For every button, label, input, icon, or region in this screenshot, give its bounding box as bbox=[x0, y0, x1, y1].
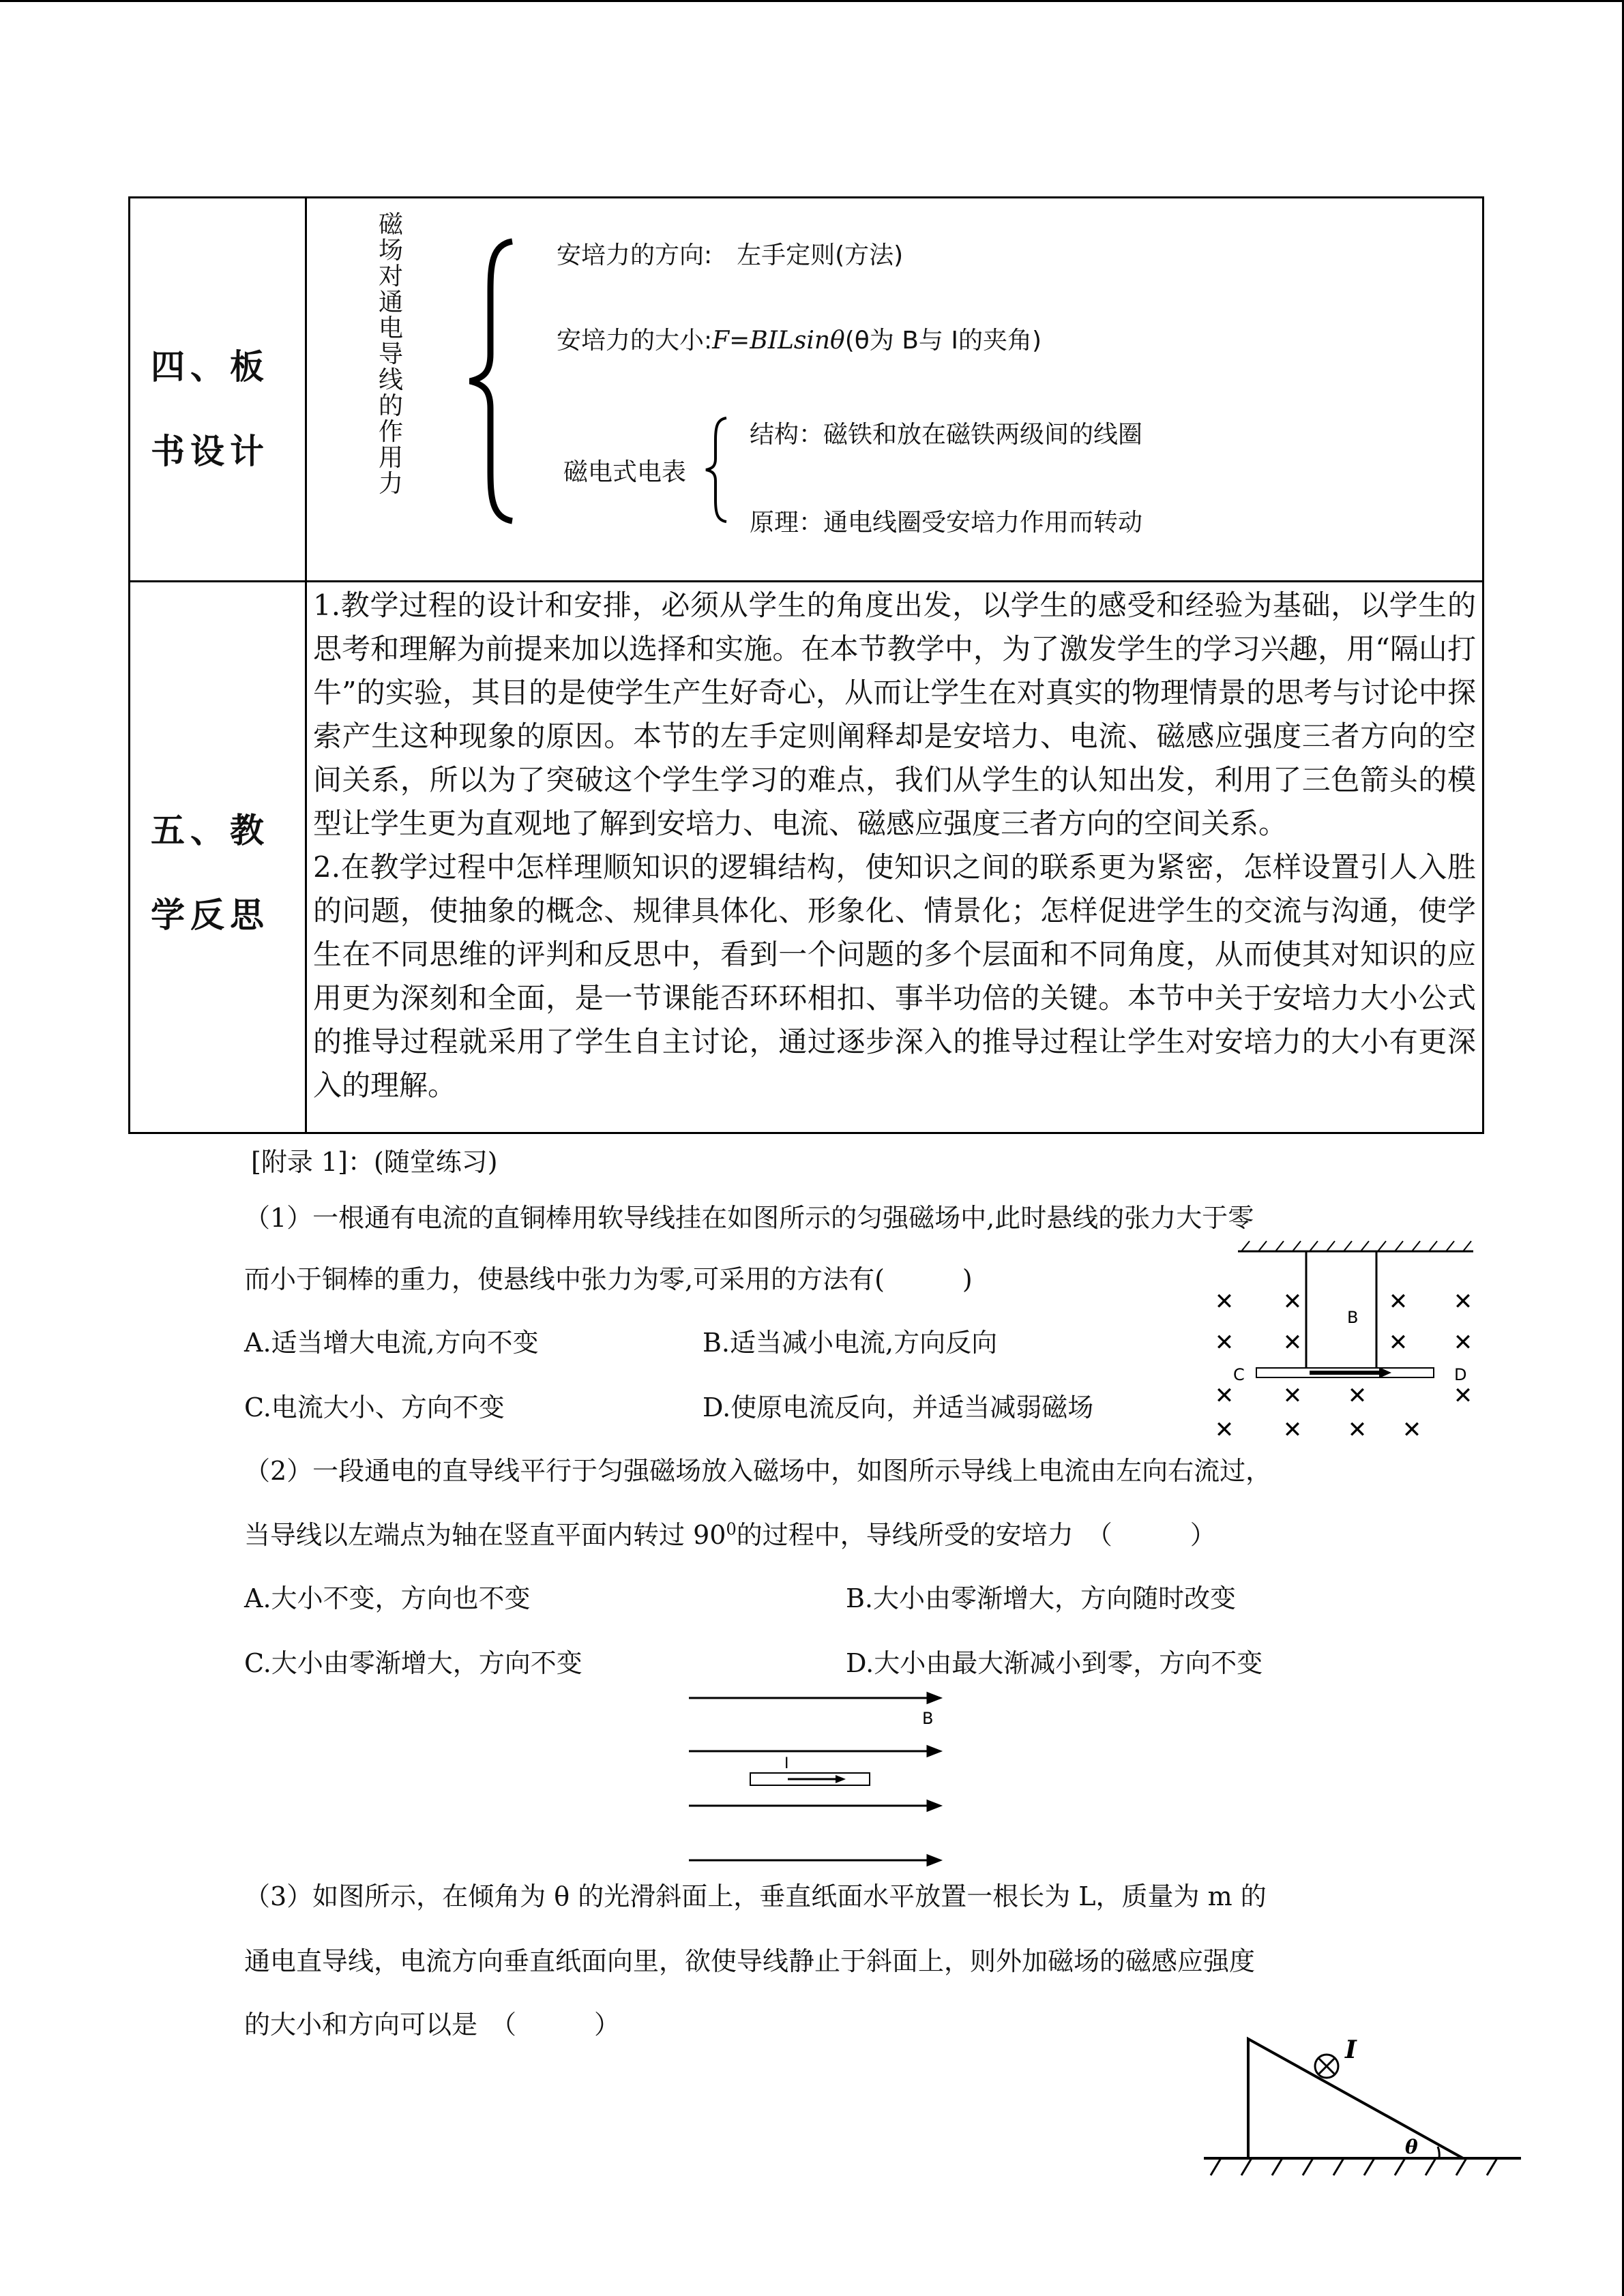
svg-text:✕: ✕ bbox=[1214, 1288, 1235, 1315]
q3-stem-line2: 通电直导线，电流方向垂直纸面向里，欲使导线静止于斜面上，则外加磁场的磁感应强度 bbox=[244, 1946, 1256, 1976]
q1-stem-line2: 而小于铜棒的重力，使悬线中张力为零,可采用的方法有( ) bbox=[244, 1264, 973, 1294]
q3-incline-figure bbox=[1200, 2032, 1528, 2189]
svg-text:✕: ✕ bbox=[1453, 1288, 1473, 1315]
q2-option-b: B.大小由零渐增大，方向随时改变 bbox=[846, 1583, 1237, 1613]
table-row-divider bbox=[130, 580, 1482, 582]
svg-text:✕: ✕ bbox=[1282, 1416, 1303, 1444]
q2-option-d: D.大小由最大渐减小到零，方向不变 bbox=[846, 1648, 1263, 1678]
q2-stem-line1: （2）一段通电的直导线平行于匀强磁场放入磁场中，如图所示导线上电流由左向右流过， bbox=[244, 1456, 1272, 1486]
row-label-board-design: 四、板 书设计 bbox=[151, 346, 269, 471]
page-top-border bbox=[0, 0, 1624, 2]
svg-text:✕: ✕ bbox=[1282, 1382, 1303, 1410]
q1-figure bbox=[1207, 1234, 1480, 1446]
svg-text:✕: ✕ bbox=[1347, 1416, 1368, 1444]
svg-text:✕: ✕ bbox=[1214, 1382, 1235, 1410]
table-column-divider bbox=[305, 198, 307, 1132]
q2-option-a: A.大小不变，方向也不变 bbox=[244, 1583, 531, 1613]
svg-text:✕: ✕ bbox=[1388, 1329, 1408, 1356]
reflection-text bbox=[313, 584, 1476, 1107]
svg-text:✕: ✕ bbox=[1214, 1329, 1235, 1356]
svg-text:✕: ✕ bbox=[1282, 1288, 1303, 1315]
reflection-paragraph-2: 2.在教学过程中怎样理顺知识的逻辑结构，使知识之间的联系更为紧密，怎样设置引人入胜的问题，使抽象的概念、规律具体化、形象化、情景化；怎样促进学生的交流与沟通，使学生在不同思维的评判和反思中，看到一个问题的多个层面和不同角度，从而使其对知识的应用更为深刻和全面，是一节课能否环环相扣、事半功倍的关键。本节中关于安培力大小公式的推导过程就采用了学生自主讨论，通过逐步深入的推导过程让学生对安培力的大小有更深入的理解。 bbox=[313, 850, 1476, 1102]
small-brace-icon bbox=[703, 415, 730, 524]
reflection-paragraph-1: 1.教学过程的设计和安排，必须从学生的角度出发，以学生的感受和经验为基础，以学生的思考和理解为前提来加以选择和实施。在本节教学中，为了激发学生的学习兴趣，用“隔山打牛”的实验，其目的是使学生产生好奇心，从而让学生在对真实的物理情景的思考与讨论中探索产生这种现象的原因。本节的左手定则阐释却是安培力、电流、磁感应强度三者方向的空间关系，所以为了突破这个学生学习的难点，我们从学生的认知出发，利用了三色箭头的模型让学生更为直观地了解到安培力、电流、磁感应强度三者方向的空间关系。 bbox=[313, 588, 1476, 840]
board-meter: 磁电式电表 bbox=[563, 458, 687, 486]
q1-option-b: B.适当减小电流,方向反向 bbox=[703, 1328, 998, 1358]
board-principle: 原理：通电线圈受安培力作用而转动 bbox=[750, 509, 1143, 537]
q2-stem-line2: 当导线以左端点为轴在竖直平面内转过 $90^0$的过程中，导线所受的安培力 （ ） bbox=[244, 1519, 1216, 1550]
svg-text:✕: ✕ bbox=[1388, 1288, 1408, 1315]
big-brace-icon bbox=[464, 238, 519, 524]
q1-option-d: D.使原电流反向，并适当减弱磁场 bbox=[703, 1392, 1094, 1422]
row-label-reflection: 五、教 学反思 bbox=[151, 810, 269, 935]
svg-text:✕: ✕ bbox=[1402, 1416, 1422, 1444]
q1-option-c: C.电流大小、方向不变 bbox=[244, 1392, 505, 1422]
q2-fig-label-i: I bbox=[784, 1755, 789, 1772]
q1-fig-label-b: B bbox=[1347, 1308, 1359, 1327]
board-direction: 安培力的方向: 左手定则(方法) bbox=[557, 241, 904, 269]
board-structure: 结构：磁铁和放在磁铁两级间的线圈 bbox=[750, 421, 1143, 449]
q3-fig-label-i: I bbox=[1345, 2036, 1357, 2064]
q1-fig-label-c: C bbox=[1233, 1365, 1245, 1384]
q1-stem-line1: （1）一根通有电流的直铜棒用软导线挂在如图所示的匀强磁场中,此时悬线的张力大于零 bbox=[244, 1203, 1254, 1233]
q1-option-a: A.适当增大电流,方向不变 bbox=[244, 1328, 539, 1358]
q3-stem-line1: （3）如图所示，在倾角为 θ 的光滑斜面上，垂直纸面水平放置一根长为 L，质量为 m 的 bbox=[244, 1881, 1267, 1911]
q3-fig-label-theta: θ bbox=[1405, 2136, 1418, 2158]
svg-text:✕: ✕ bbox=[1347, 1382, 1368, 1410]
lesson-table bbox=[128, 196, 1484, 1134]
q2-fig-label-b: B bbox=[922, 1709, 934, 1728]
q3-stem-line3: 的大小和方向可以是 （ ） bbox=[244, 2010, 621, 2040]
board-vertical-title: 磁场对通电导线的作用力 bbox=[378, 211, 403, 498]
appendix-title: [附录 1]：(随堂练习) bbox=[251, 1147, 498, 1177]
svg-text:✕: ✕ bbox=[1453, 1329, 1473, 1356]
svg-text:✕: ✕ bbox=[1282, 1329, 1303, 1356]
q1-fig-label-d: D bbox=[1454, 1365, 1467, 1384]
q2-figure bbox=[682, 1691, 955, 1868]
svg-text:✕: ✕ bbox=[1453, 1382, 1473, 1410]
board-magnitude: 安培力的大小:F=BILsinθ(θ为 B与 I的夹角) bbox=[557, 327, 1042, 355]
svg-text:✕: ✕ bbox=[1214, 1416, 1235, 1444]
q2-option-c: C.大小由零渐增大，方向不变 bbox=[244, 1648, 582, 1678]
